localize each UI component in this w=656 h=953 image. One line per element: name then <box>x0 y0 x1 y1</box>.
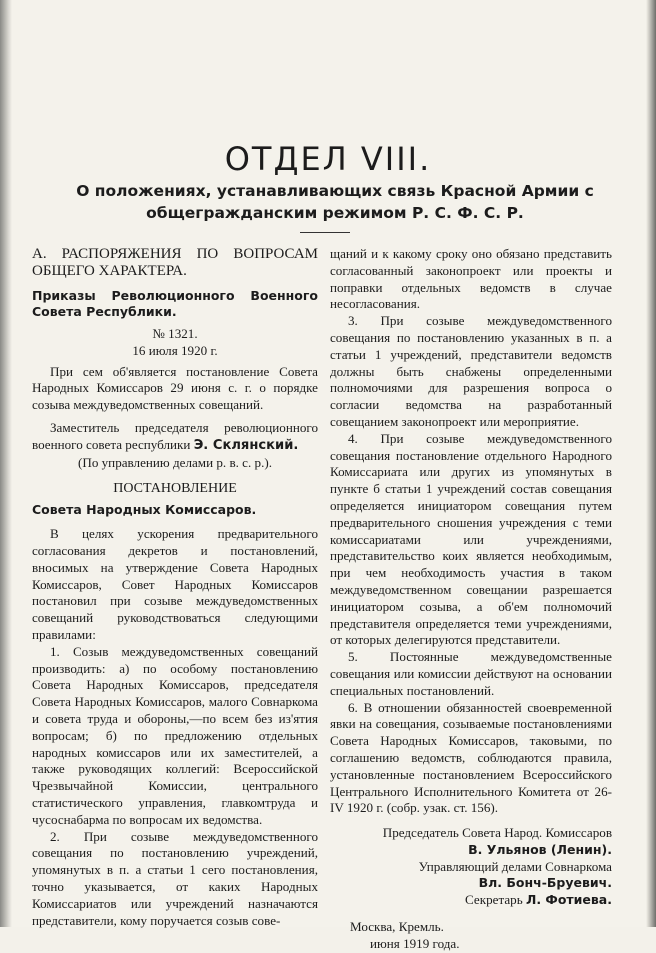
announcement: При сем об'является постановление Совета Народных Комиссаров 29 июня с. г. о порядке созыва междуведомственных совещаний. <box>32 363 318 413</box>
order-date: 16 июля 1920 г. <box>132 342 218 358</box>
decree-issuer: Совета Народных Комиссаров. <box>32 502 257 518</box>
order-number: № 1321. <box>152 326 198 341</box>
divider <box>300 232 350 233</box>
signature-3-name: Л. Фотиева. <box>525 892 612 908</box>
paragraph-1: 1. Созыв междуведомственных совещаний производить: а) по особому постановлению Совета Народных Комиссаров, председателя Совета Народных Комиссаров, малого Совнаркома и совета труда и обороны,—по всем без из'ятия вопросам; б) по предложению отдельных народных комиссаров или их заместителей, а также руководящих коллегий: Всероссийской Чрезвычайной Комиссии, центрального статистического управления, главкомтруда и чусоснабарма по вопросам их ведомства. <box>32 643 318 827</box>
right-column <box>330 246 612 953</box>
signature-1-role: Председатель Совета Народ. Комиссаров <box>382 825 612 841</box>
signature-2-role: Управляющий делами Совнаркома <box>418 858 612 874</box>
paragraph-2: 2. При созыве междуведомственного совещания по постановлению учреждений, упомянутых в п. а статьи 1 сего постановления, точно указывается, от каких Народных Комиссариатов или учреждений назначаются представители, кому поручается созыв сове- <box>32 828 318 928</box>
paragraph-2-continued: щаний и к какому сроку оно обязано представить согласованный законопроект или проекты и поправки отдельных ведомств в случае несогласования. <box>330 246 612 312</box>
paragraph-4: 4. При созыве междуведомственного совещания постановление отдельного Народного Комиссариата или других из упомянутых в пункте б статьи 1 учреждений состав совещания определяется инициатором совещания путем предварительного сношения учреждения с теми комиссариатами или учреждениями, представительство коих является необходимым, при чем необходимость участия в таком междуведомственном совещании разрешается инициатором созыва, а об'ем полномочий представителя определяется теми учреждениями, от которых делегируются представители. <box>330 430 612 648</box>
orders-heading: Приказы Революционного Военного Совета Республики. <box>32 288 318 319</box>
left-column <box>32 246 318 929</box>
section-subtitle: О положениях, устанавливающих связь Красной Армии с общегражданским режимом Р. С. Ф. С. Р. <box>76 182 594 222</box>
section-title: ОТДЕЛ VIII. <box>224 140 432 178</box>
signature-2-name: Вл. Бонч-Бруевич. <box>478 875 612 891</box>
signature-3 <box>330 892 612 909</box>
decree-intro: В целях ускорения предварительного согласования декретов и постановлений, вносимых на утверждение Совета Народных Комиссаров, Совет Народных Комиссаров постановил при созыве междуведомственных совещаний руководствоваться следующими правилами: <box>32 526 318 642</box>
deputy-signature <box>32 420 318 455</box>
part-heading: А. РАСПОРЯЖЕНИЯ ПО ВОПРОСАМ ОБЩЕГО ХАРАКТЕРА. <box>32 246 318 279</box>
deputy-name: Э. Склянский. <box>193 437 299 453</box>
signature-3-role: Секретарь <box>465 892 523 908</box>
paragraph-5: 5. Постоянные междуведомственные совещания или комиссии действуют на основании специальных постановлений. <box>330 649 612 698</box>
deputy-text: Заместитель председателя революционного военного совета республики <box>32 419 318 452</box>
place-date: июня 1919 года. <box>370 935 460 951</box>
place: Москва, Кремль. <box>350 919 444 935</box>
attestation: (По управлению делами р. в. с. р.). <box>78 454 272 470</box>
signature-1-name: В. Ульянов (Ленин). <box>468 841 612 857</box>
paragraph-6: 6. В отношении обязанностей своевременной явки на совещания, созываемые постановлениями Совета Народных Комиссаров, таковыми, по соглашению ведомств, соблюдаются правила, установленные постановлением Всероссийского Центрального Исполнительного Комитета от 26-IV 1920 г. (собр. узак. ст. 156). <box>330 699 612 816</box>
paragraph-3: 3. При созыве междуведомственного совещания по постановлению указанных в п. а статьи 1 учреждений, представители ведомств должны быть снабжены определенными полномочиями для разрешения вопроса о согласии ведомства на разработанный совещанием законопроект или мероприятие. <box>330 313 612 429</box>
decree-title: ПОСТАНОВЛЕНИЕ <box>113 481 237 497</box>
